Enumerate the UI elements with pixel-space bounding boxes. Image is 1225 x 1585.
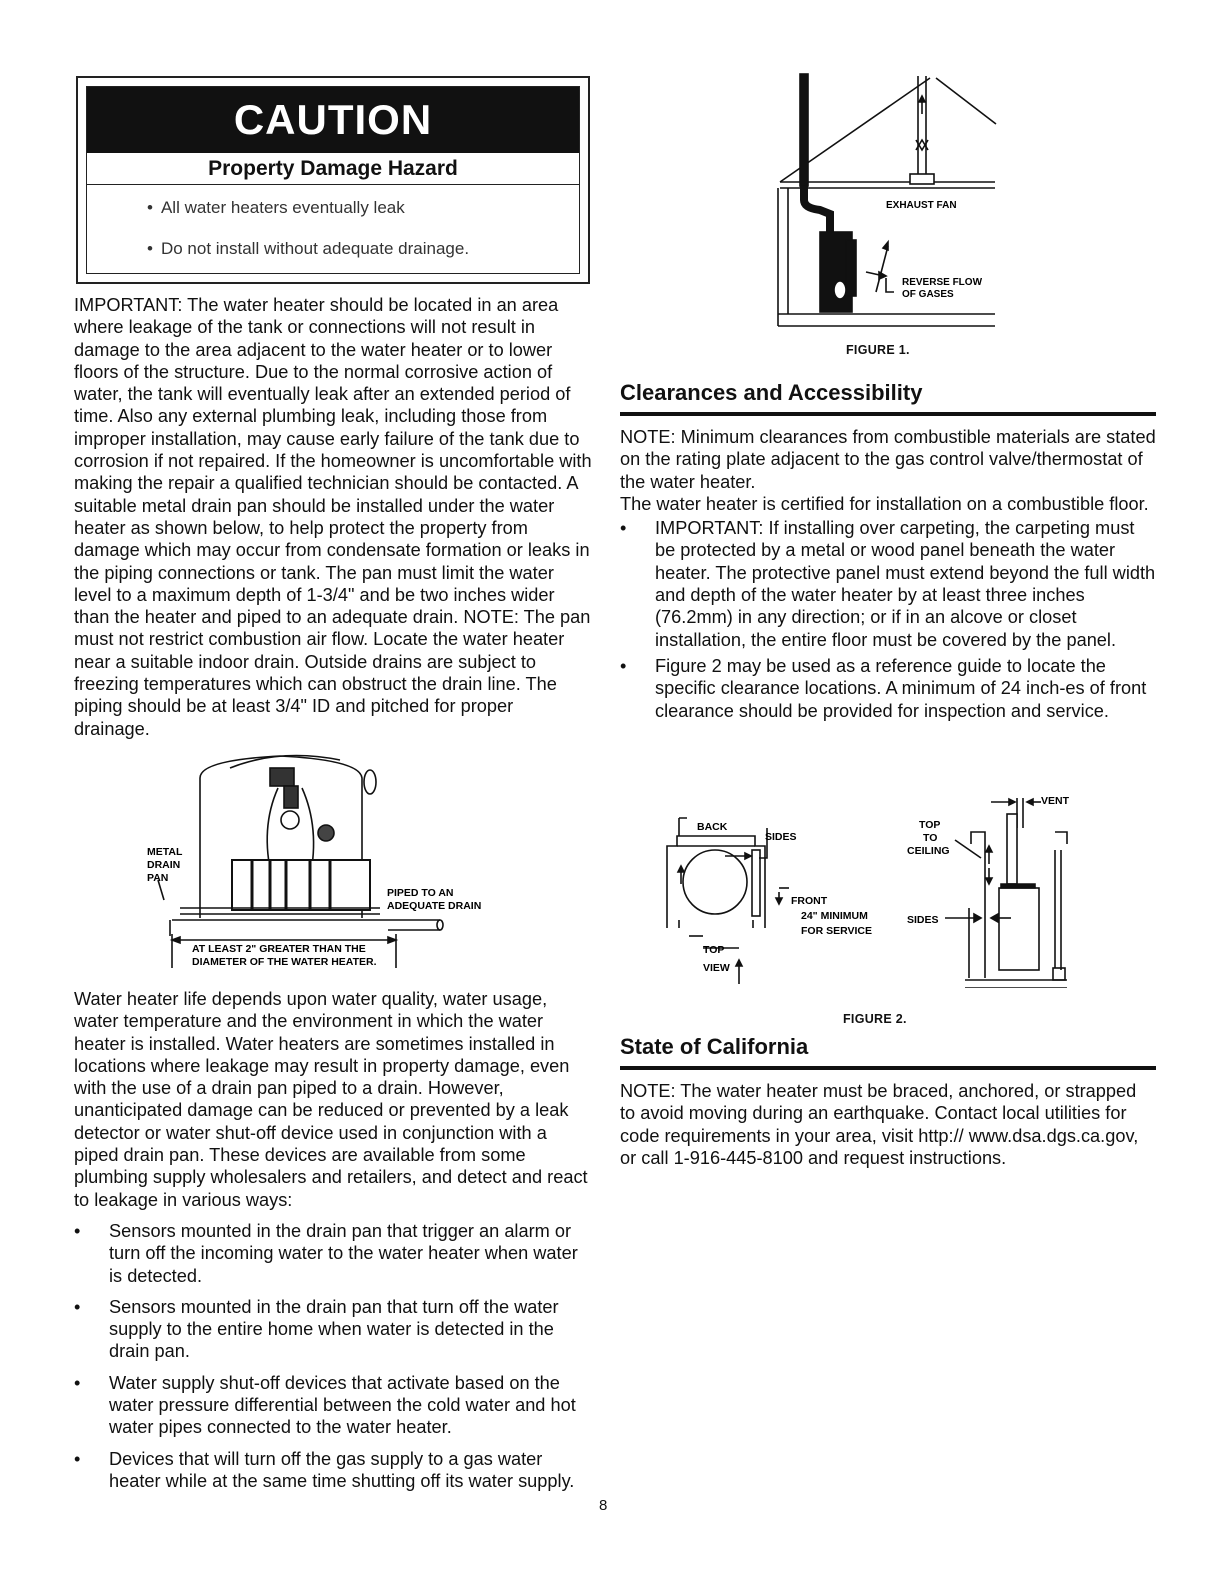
figure-1-exhaust — [770, 70, 1000, 330]
page-number: 8 — [599, 1497, 608, 1514]
leak-device-list — [74, 1220, 594, 1492]
important-paragraph — [74, 294, 592, 740]
label-view: VIEW — [703, 962, 730, 974]
caution-list — [147, 190, 469, 280]
label-front: FRONT — [791, 895, 828, 907]
caution-subtitle: Property Damage Hazard — [87, 153, 579, 185]
label-drain: DRAIN — [147, 859, 181, 871]
caution-item: • All water heaters eventually leak — [147, 198, 469, 218]
label-to: TO — [923, 832, 938, 844]
life-section — [74, 988, 594, 1501]
label-of-gases: OF GASES — [902, 289, 954, 300]
list-item: • Water supply shut-off devices that activate based on the water pressure differential between the cold water and hot water pipes connected to the water heater. — [74, 1372, 594, 1439]
label-piped-2: ADEQUATE DRAIN — [387, 900, 482, 912]
label-24-minimum: 24" MINIMUM — [801, 910, 868, 922]
label-metal: METAL — [147, 846, 183, 858]
figure-2-clearances — [655, 788, 1085, 988]
drain-pan-figure — [140, 738, 530, 978]
label-ceiling: CEILING — [907, 845, 950, 857]
label-sides-2: SIDES — [907, 914, 939, 926]
label-reverse-flow: REVERSE FLOW — [902, 277, 983, 288]
heading-rule — [620, 1066, 1156, 1070]
california-section — [620, 1034, 1156, 1169]
label-vent: VENT — [1041, 795, 1070, 807]
label-top: TOP — [703, 944, 725, 956]
clearances-note: NOTE: Minimum clearances from combustible materials are stated on the rating plate adjacent to the gas control valve/thermostat of the water heater. — [620, 427, 1156, 492]
label-for-service: FOR SERVICE — [801, 925, 872, 937]
figure-2-caption: FIGURE 2. — [843, 1012, 907, 1026]
label-piped-1: PIPED TO AN — [387, 887, 454, 899]
clearances-section — [620, 380, 1156, 731]
gas-valve — [270, 768, 294, 786]
heading-rule — [620, 412, 1156, 416]
list-item: • IMPORTANT: If installing over carpeting, the carpeting must be protected by a metal or wood panel beneath the water heater. The protective panel must extend beyond the full width and depth of the water heater by at least three inches (76.2mm) in any direction; or if in an alcove or closet installation, the entire floor must be covered by the panel. — [620, 517, 1156, 651]
list-item: • Devices that will turn off the gas supply to a gas water heater while at the same time shutting off its water supply. — [74, 1448, 594, 1493]
california-note: NOTE: The water heater must be braced, anchored, or strapped to avoid moving during an earthquake. Contact local utilities for code requirements in your area, visit http:// www.dsa.dgs.ca.gov, or call 1-916-445-8100 and request instructions. — [620, 1081, 1139, 1168]
clearances-list — [620, 517, 1156, 722]
important-text: IMPORTANT: The water heater should be located in an area where leakage of the tank or connections will not result in damage to the area adjacent to the water heater or to lower floors of the structure. Due to the normal corrosive action of water, the tank will eventually leak after an extended period of time. Also any external plumbing leak, including those from improper installation, may cause early failure of the tank due to corrosion if not repaired. If the homeowner is uncomfortable with making the repair a qualified technician should be contacted. A suitable metal drain pan should be installed under the water heater as shown below, to help protect the property from damage which may occur from condensate formation or leaks in the piping connections or tank. The pan must limit the water level to a maximum depth of 1-3/4" and be two inches wider than the heater and piped to an adequate drain. NOTE: The pan must not restrict combustion air flow. Locate the water heater near a suitable indoor drain. Outside drains are subject to freezing temperatures which can obstruct the drain line. The piping should be at least 3/4" ID and pitched for proper drainage. — [74, 295, 592, 739]
life-text: Water heater life depends upon water quality, water usage, water temperature and the environment in which the water heater is installed. Water heaters are sometimes installed in locations where leakage may result in property damage, even with the use of a drain pan piped to a drain. However, unanticipated damage can be reduced or prevented by a leak detector or water shut-off device used in conjunction with a piped drain pan. These devices are available from some plumbing supply wholesalers and retailers, and detect and react to leakage in various ways: — [74, 989, 588, 1210]
caution-item: • Do not install without adequate drainage. — [147, 239, 469, 259]
list-item: • Sensors mounted in the drain pan that turn off the water supply to the entire home when water is detected in the drain pan. — [74, 1296, 594, 1363]
caution-box — [76, 76, 590, 284]
california-heading: State of California — [620, 1034, 809, 1059]
label-sides: SIDES — [765, 831, 797, 843]
clearances-certified: The water heater is certified for installation on a combustible floor. — [620, 493, 1149, 514]
clearances-heading: Clearances and Accessibility — [620, 380, 923, 405]
list-item: • Sensors mounted in the drain pan that trigger an alarm or turn off the incoming water to the water heater when water is detected. — [74, 1220, 594, 1287]
list-item: • Figure 2 may be used as a reference guide to locate the specific clearance locations. A minimum of 24 inch-es of front clearance should be provided for inspection and service. — [620, 655, 1156, 722]
label-exhaust-fan: EXHAUST FAN — [886, 200, 957, 211]
label-back: BACK — [697, 821, 728, 833]
label-dim-1: AT LEAST 2" GREATER THAN THE — [192, 943, 366, 955]
label-pan: PAN — [147, 872, 169, 884]
label-dim-2: DIAMETER OF THE WATER HEATER. — [192, 956, 377, 968]
caution-title: CAUTION — [87, 87, 579, 153]
figure-1-caption: FIGURE 1. — [846, 343, 910, 357]
label-top-to: TOP — [919, 819, 941, 831]
